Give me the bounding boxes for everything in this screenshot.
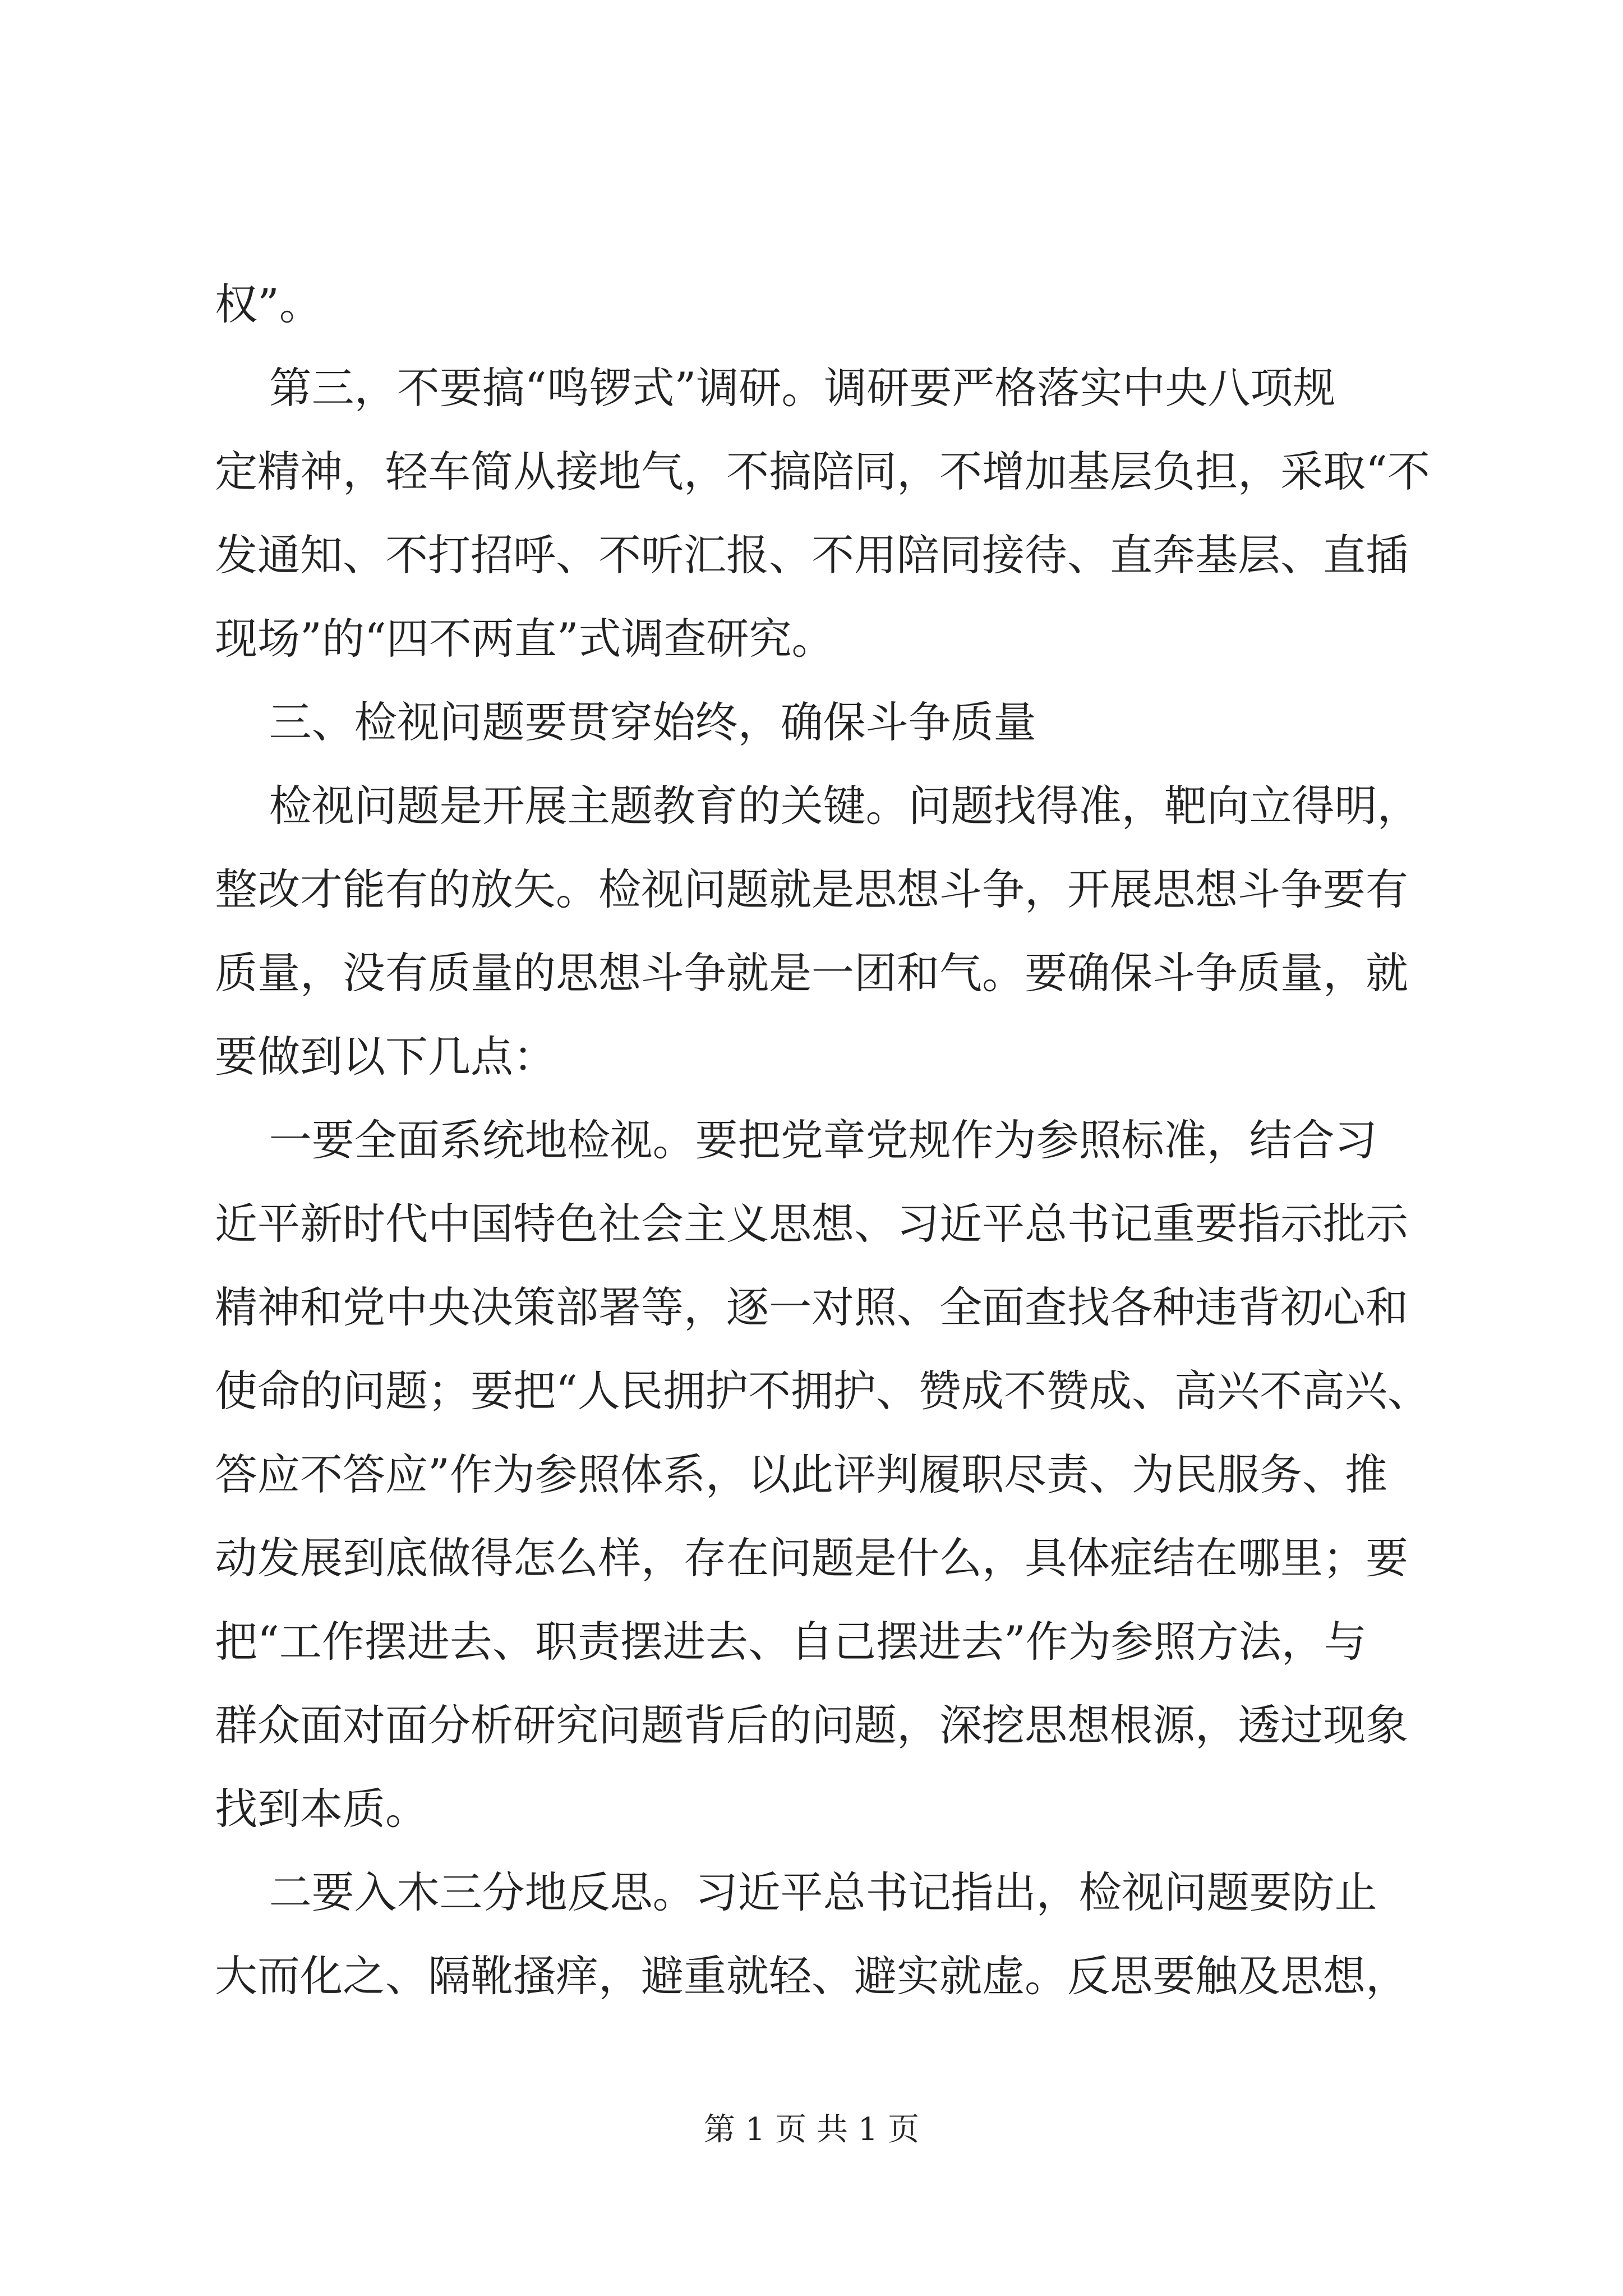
text-line: 质量，没有质量的思想斗争就是一团和气。要确保斗争质量，就 [215, 948, 1408, 998]
text-line: 要做到以下几点： [215, 1032, 556, 1082]
text-line: 找到本质。 [215, 1784, 428, 1834]
text-line: 检视问题是开展主题教育的关键。问题找得准，靶向立得明， [215, 781, 1420, 831]
text-line: 动发展到底做得怎么样，存在问题是什么，具体症结在哪里；要 [215, 1533, 1408, 1583]
text-line: 权”。 [215, 279, 322, 329]
section-heading: 三、检视问题要贯穿始终，确保斗争质量 [215, 697, 1036, 747]
text-line: 大而化之、隔靴搔痒，避重就轻、避实就虚。反思要触及思想， [215, 1951, 1408, 2001]
text-line: 整改才能有的放矢。检视问题就是思想斗争，开展思想斗争要有 [215, 864, 1408, 914]
text-line: 第三，不要搞“鸣锣式”调研。调研要严格落实中央八项规 [215, 363, 1336, 413]
body-text [215, 263, 1430, 2018]
text-line: 一要全面系统地检视。要把党章党规作为参照标准，结合习 [215, 1115, 1377, 1165]
text-line: 使命的问题；要把“人民拥护不拥护、赞成不赞成、高兴不高兴、 [215, 1366, 1430, 1416]
text-line: 群众面对面分析研究问题背后的问题，深挖思想根源，透过现象 [215, 1700, 1408, 1750]
text-line: 把“工作摆进去、职责摆进去、自己摆进去”作为参照方法，与 [215, 1617, 1367, 1667]
text-line: 近平新时代中国特色社会主义思想、习近平总书记重要指示批示 [215, 1199, 1408, 1249]
text-line: 定精神，轻车简从接地气，不搞陪同，不增加基层负担，采取“不 [215, 447, 1430, 496]
page-footer: 第 1 页 共 1 页 [703, 2111, 920, 2148]
text-line: 二要入木三分地反思。习近平总书记指出，检视问题要防止 [215, 1867, 1377, 1917]
text-line: 精神和党中央决策部署等，逐一对照、全面查找各种违背初心和 [215, 1282, 1408, 1332]
text-line: 发通知、不打招呼、不听汇报、不用陪同接待、直奔基层、直插 [215, 530, 1408, 580]
text-line: 答应不答应”作为参照体系，以此评判履职尽责、为民服务、推 [215, 1450, 1387, 1499]
text-line: 现场”的“四不两直”式调查研究。 [215, 614, 834, 664]
